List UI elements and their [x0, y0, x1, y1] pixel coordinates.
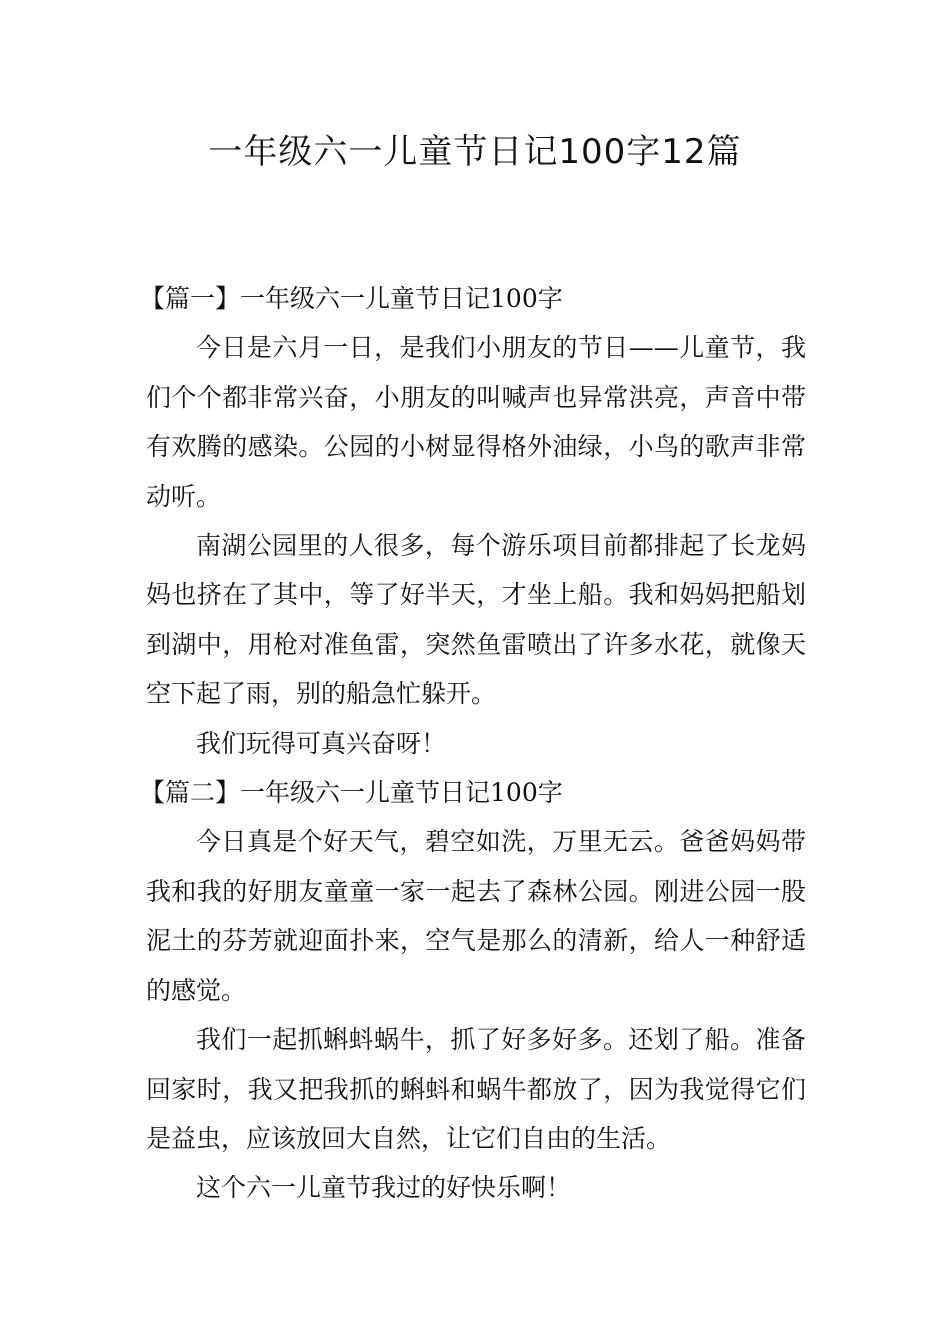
section-1 — [140, 274, 806, 768]
paragraph: 南湖公园里的人很多，每个游乐项目前都排起了长龙妈妈也挤在了其中，等了好半天，才坐上船。我和妈妈把船划到湖中，用枪对准鱼雷，突然鱼雷喷出了许多水花，就像天空下起了雨，别的船急忙躲开。 — [146, 531, 806, 709]
section-2 — [140, 768, 806, 1213]
paragraph: 这个六一儿童节我过的好快乐啊！ — [196, 1173, 572, 1203]
paragraph: 今日是六月一日，是我们小朋友的节日——儿童节，我们个个都非常兴奋，小朋友的叫喊声也异常洪亮，声音中带有欢腾的感染。公园的小树显得格外油绿，小鸟的歌声非常动听。 — [146, 333, 806, 511]
section-heading: 【篇二】一年级六一儿童节日记100字 — [140, 778, 563, 808]
document-title: 一年级六一儿童节日记100字12篇 — [208, 132, 742, 172]
section-heading: 【篇一】一年级六一儿童节日记100字 — [140, 284, 563, 313]
paragraph: 我们一起抓蝌蚪蜗牛，抓了好多好多。还划了船。准备回家时，我又把我抓的蝌蚪和蜗牛都放了，因为我觉得它们是益虫，应该放回大自然，让它们自由的生活。 — [146, 1025, 806, 1153]
paragraph: 今日真是个好天气，碧空如洗，万里无云。爸爸妈妈带我和我的好朋友童童一家一起去了森林公园。刚进公园一股泥土的芬芳就迎面扑来，空气是那么的清新，给人一种舒适的感觉。 — [146, 827, 806, 1005]
document-body — [140, 274, 806, 1213]
paragraph: 我们玩得可真兴奋呀！ — [196, 728, 447, 758]
